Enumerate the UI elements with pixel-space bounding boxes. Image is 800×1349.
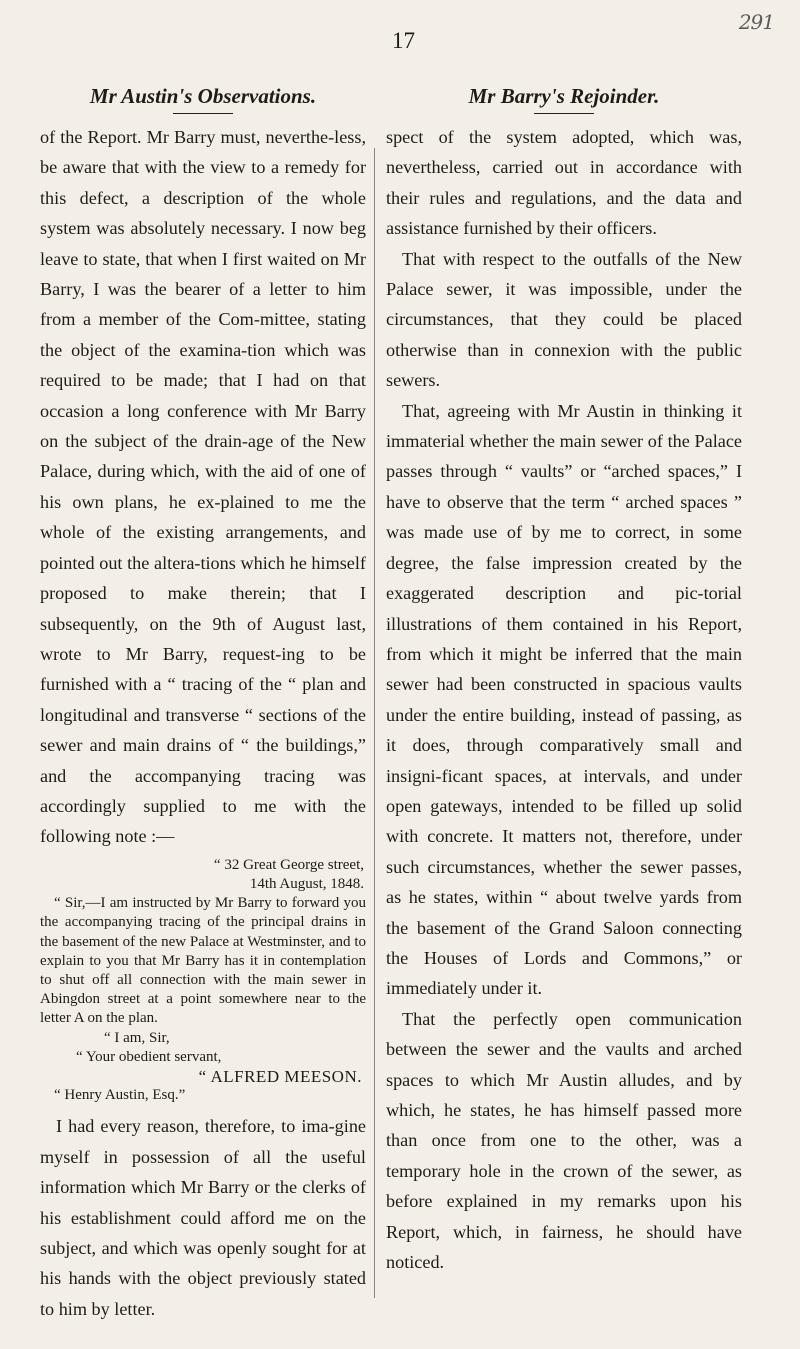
title-rule (173, 113, 233, 114)
left-column-title: Mr Austin's Observations. (89, 84, 317, 108)
paragraph: That with respect to the outfalls of the New Palace sewer, it was impossible, under the circumstances, that they could be placed otherwise than in connexion with the public sewers. (386, 248, 742, 391)
letter-closing-2: “ Your obedient servant, (76, 1048, 222, 1065)
right-column-title: Mr Barry's Rejoinder. (468, 84, 660, 108)
left-column (40, 84, 366, 1324)
paragraph: That, agreeing with Mr Austin in thinking it immaterial whether the main sewer of the Palace passes through “ vaults” or “arched spaces,” I have to observe that the term “ arched spaces ” was made use of by me to correct, in some degree, the false impression created by the exaggerated description and pic-torial illustrations of them contained in his Report, from which it might be inferred that the main sewer had been constructed in spacious vaults under the entire building, instead of passing, as it does, through comparatively small and insigni-ficant spaces, at intervals, and under open gateways, intended to be filled up solid with concrete. It matters not, therefore, under such circumstances, whether the sewer passes, as he states, within “ about twelve yards from the basement of the Grand Saloon connecting the Houses of Lords and Commons,” or immediately under it. (386, 400, 742, 999)
paragraph: I had every reason, therefore, to ima-gine myself in possession of all the useful information which Mr Barry or the clerks of his establishment could afford me on the subject, and which was openly sought for at his hands with the object previously stated to him by letter. (40, 1116, 366, 1319)
title-rule (534, 113, 594, 114)
letter-signature: “ ALFRED MEESON. (198, 1066, 362, 1086)
quoted-letter (40, 856, 366, 1106)
paragraph: spect of the system adopted, which was, nevertheless, carried out in accordance with their rules and regulations, and the data and assistance furnished by their officers. (386, 127, 742, 239)
pencil-annotation: 291 (738, 10, 774, 34)
letter-date: 14th August, 1848. (249, 875, 364, 892)
paragraph: of the Report. Mr Barry must, neverthe-less, be aware that with the view to a remedy for this defect, a description of the whole system was absolutely necessary. I now beg leave to state, that when I first waited on Mr Barry, I was the bearer of a letter to him from a member of the Com-mittee, stating the object of the examina-tion which was required to be made; that I had on that occasion a long conference with Mr Barry on the subject of the drain-age of the New Palace, during which, with the aid of one of his own plans, he ex-plained to me the whole of the existing arrangements, and pointed out the altera-tions which he himself proposed to make therein; that I subsequently, on the 9th of August last, wrote to Mr Barry, request-ing to be furnished with a “ tracing of the “ plan and longitudinal and transverse “ sections of the sewer and main drains of “ the buildings,” and the accompanying tracing was accordingly supplied to me with the following note :— (40, 127, 366, 847)
page-number: 17 (392, 28, 415, 53)
column-divider (374, 148, 375, 1298)
letter-body: “ Sir,—I am instructed by Mr Barry to forward you the accompanying tracing of the principal drains in the basement of the new Palace at Westminster, and to explain to you that Mr Barry has it in contemplation to shut off all connection with the main sewer in Abingdon street at a point somewhere near to the letter A on the plan. (40, 895, 366, 1027)
letter-addressee: “ Henry Austin, Esq.” (54, 1087, 186, 1104)
letter-address: “ 32 Great George street, (213, 856, 364, 873)
paragraph: That the perfectly open communication between the sewer and the vaults and arched spaces to which Mr Austin alludes, and by which, he states, he has himself passed more than once from one to the other, was a temporary hole in the crown of the sewer, as before explained in my remarks upon his Report, which, in fairness, he should have noticed. (386, 1008, 742, 1273)
right-column (386, 84, 742, 1277)
letter-closing: “ I am, Sir, (104, 1029, 170, 1046)
